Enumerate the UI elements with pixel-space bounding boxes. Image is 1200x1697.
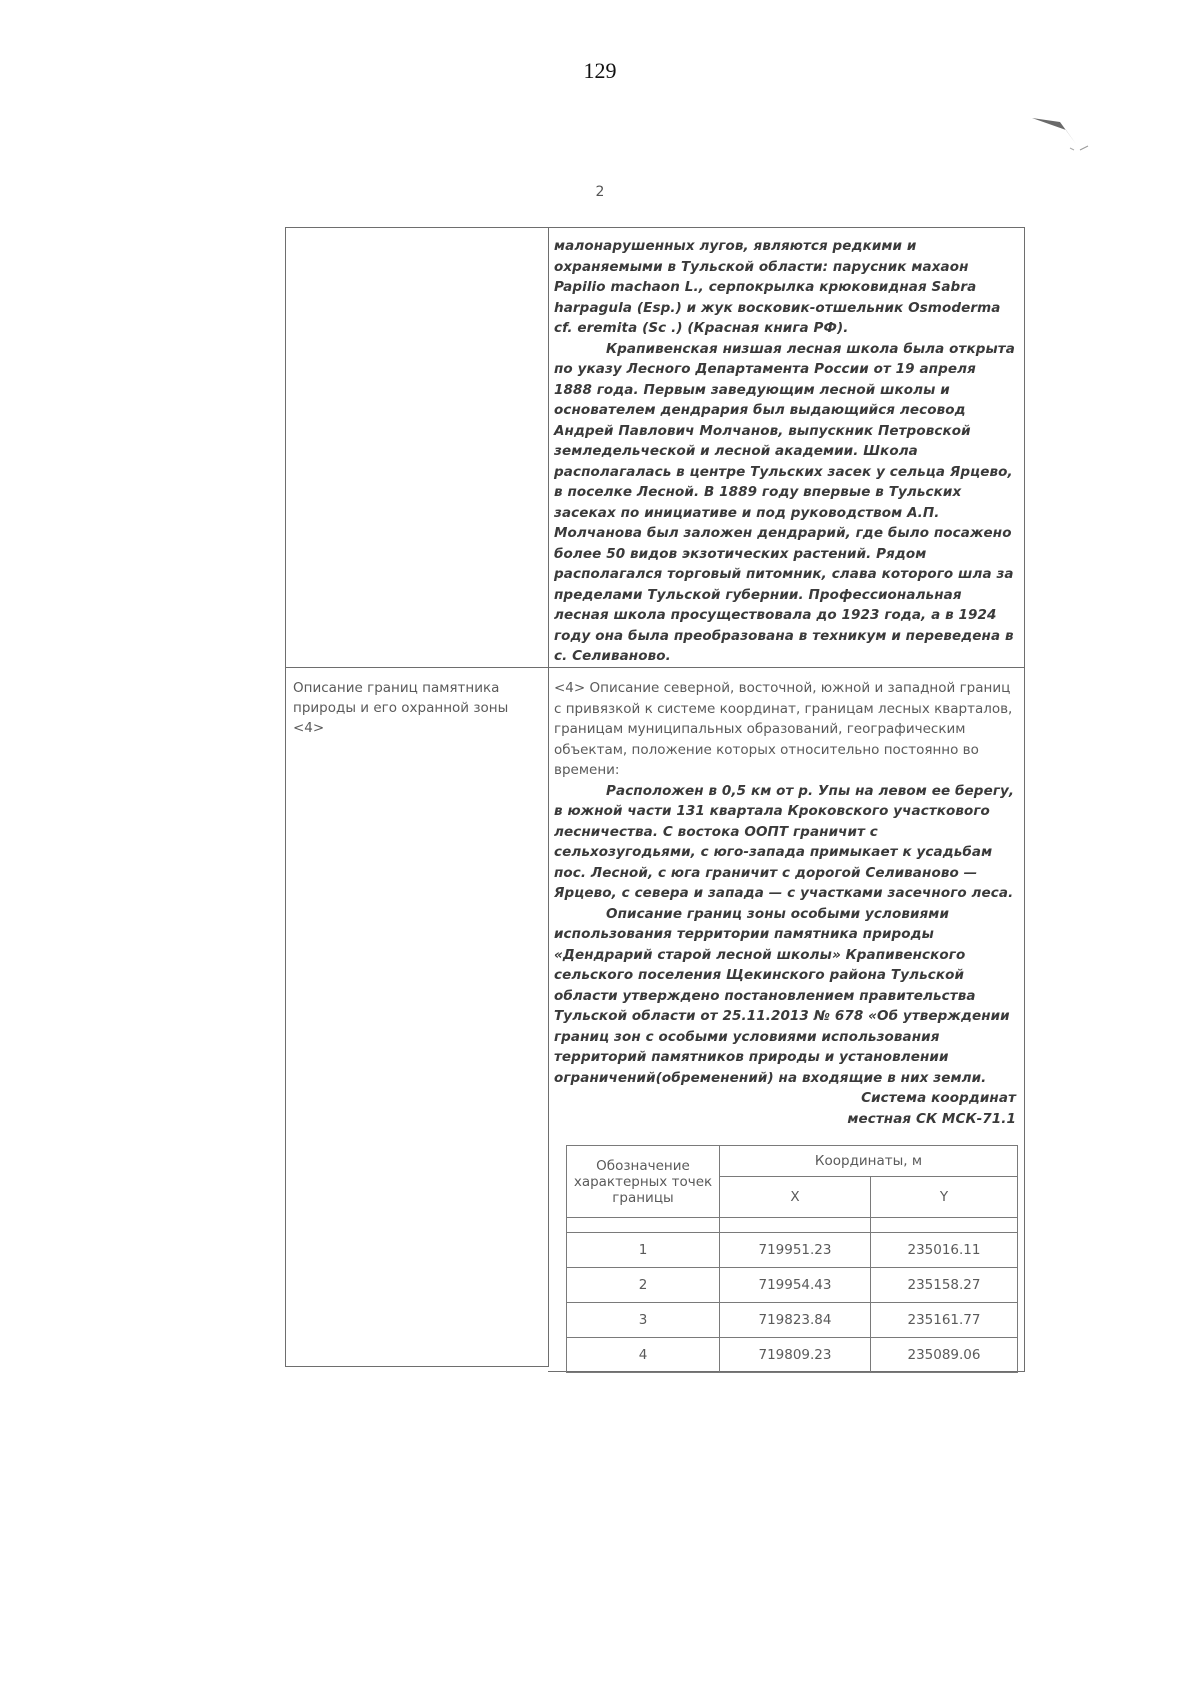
scan-artifact-mark: [1030, 110, 1100, 160]
zone-description-paragraph: Описание границ зоны особыми условиями использования территории памятника природы «Дендрарий старой лесной школы» Крапивенского сельского поселения Щекинского района Тульской области утверждено постановлением правительства Тульской области от 25.11.2013 № 678 «Об утверждении границ зон с особыми условиями использования территорий памятников природы и установлении ограничений(обременений) на входящие в них земли.: [554, 905, 1010, 1086]
y-cell: 235158.27: [871, 1268, 1018, 1303]
y-cell: 235016.11: [871, 1233, 1018, 1268]
sub-page-number: 2: [595, 184, 605, 200]
x-cell: 719809.23: [720, 1338, 871, 1373]
point-cell: 2: [567, 1268, 720, 1303]
location-paragraph: Расположен в 0,5 км от р. Упы на левом ее берегу, в южной части 131 квартала Кроковского участкового лесничества. С востока ООПТ граничит с сельхозугодьями, с юго-запада примыкает к усадьбам пос. Лесной, с юга граничит с дорогой Селиваново — Ярцево, с севера и запада — с участками засечного леса.: [554, 782, 1015, 901]
point-cell: 1: [567, 1233, 720, 1268]
header-y: Y: [871, 1177, 1018, 1218]
history-paragraph: Крапивенская низшая лесная школа была открыта по указу Лесного Департамента России от 19 апреля 1888 года. Первым заведующим лесной школы и основателем дендрария был выдающийся лесовод Андрей Павлович Молчанов, выпускник Петровской земледельческой и лесной академии. Школа располагалась в центре Тульских засек у сельца Ярцево, в поселке Лесной. В 1889 году впервые в Тульских засеках по инициативе и под руководством А.П. Молчанова был заложен дендрарий, где было посажено более 50 видов экзотических растений. Рядом располагался торговый питомник, слава которого шла за пределами Тульской губернии. Профессиональная лесная школа просуществовала до 1923 года, а в 1924 году она была преобразована в техникум и переведена в с. Селиваново.: [554, 340, 1015, 664]
header-coords: Координаты, м: [720, 1146, 1018, 1177]
header-x: X: [720, 1177, 871, 1218]
point-cell: 4: [567, 1338, 720, 1373]
x-cell: 719951.23: [720, 1233, 871, 1268]
point-cell: 3: [567, 1303, 720, 1338]
row1-content: [554, 236, 1016, 667]
page-number: 129: [583, 58, 617, 83]
boundaries-label: Описание границ памятника природы и его охранной зоны <4>: [293, 680, 509, 736]
species-paragraph: малонарушенных лугов, являются редкими и охраняемыми в Тульской области: парусник махаон Papilio machaon L., серпокрылка крюковидная Sabra harpagula (Esp.) и жук восковик-отшельник Osmoderma cf. eremita (Sc .) (Красная книга РФ).: [554, 238, 1001, 336]
x-cell: 719823.84: [720, 1303, 871, 1338]
coord-system-line2: местная СК МСК-71.1: [847, 1110, 1016, 1127]
table-row: [567, 1338, 1018, 1373]
x-cell: 719954.43: [720, 1268, 871, 1303]
table-row: [567, 1303, 1018, 1338]
coord-system-line1: Система координат: [861, 1090, 1016, 1106]
header-point: Обозначение характерных точек границы: [567, 1146, 720, 1218]
table-row: [567, 1268, 1018, 1303]
table-row: [567, 1233, 1018, 1268]
y-cell: 235089.06: [871, 1338, 1018, 1373]
row2-content: [554, 678, 1016, 1129]
y-cell: 235161.77: [871, 1303, 1018, 1338]
coordinates-table: [566, 1145, 1018, 1373]
boundaries-intro: <4> Описание северной, восточной, южной и западной границ с привязкой к системе координат, границам лесных кварталов, границам муниципальных образований, географическим объектам, положение которых относительно постоянно во времени:: [554, 680, 1013, 778]
